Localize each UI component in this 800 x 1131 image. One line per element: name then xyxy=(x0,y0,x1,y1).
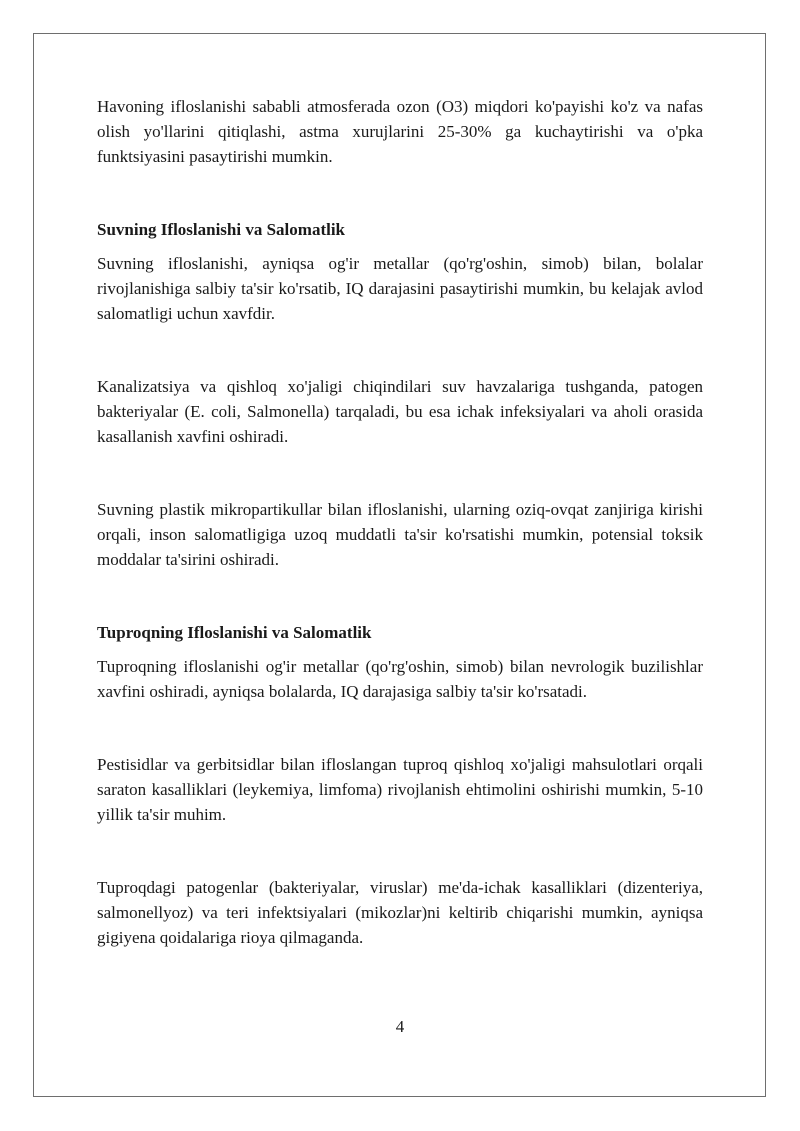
paragraph-soil-pathogens: Tuproqdagi patogenlar (bakteriyalar, viruslar) me'da-ichak kasalliklari (dizenteriya, salmonellyoz) va teri infektsiyalari (mikozlar)ni keltirib chiqarishi mumkin, ayniqsa gigiyena qoidalariga rioya qilmaganda. xyxy=(97,878,703,947)
paragraph-water-microplastics: Suvning plastik mikropartikullar bilan ifloslanishi, ularning oziq-ovqat zanjiriga kirishi orqali, inson salomatligiga uzoq muddatli ta'sir ko'rsatishi mumkin, potensial toksik moddalar ta'sirini oshiradi. xyxy=(97,500,703,569)
paragraph-ozone: Havoning ifloslanishi sababli atmosferada ozon (O3) miqdori ko'payishi ko'z va nafas olish yo'llarini qitiqlashi, astma xurujlarini 25-30% ga kuchaytirishi va o'pka funktsiyasini pasaytirishi mumkin. xyxy=(97,97,703,166)
page-number: 4 xyxy=(395,1017,405,1036)
paragraph-soil-pesticides: Pestisidlar va gerbitsidlar bilan ifloslangan tuproq qishloq xo'jaligi mahsulotlari orqali saraton kasalliklari (leykemiya, limfoma) rivojlanish ehtimolini oshirishi mumkin, 5-10 yillik ta'sir muhim. xyxy=(97,755,703,824)
document-body xyxy=(97,94,703,950)
paragraph-water-bacteria: Kanalizatsiya va qishloq xo'jaligi chiqindilari suv havzalariga tushganda, patogen bakteriyalar (E. coli, Salmonella) tarqaladi, bu esa ichak infeksiyalari va aholi orasida kasallanish xavfini oshiradi. xyxy=(97,377,703,446)
paragraph-water-metals: Suvning ifloslanishi, ayniqsa og'ir metallar (qo'rg'oshin, simob) bilan, bolalar rivojlanishiga salbiy ta'sir ko'rsatib, IQ darajasini pasaytirishi mumkin, bu kelajak avlod salomatligi uchun xavfdir. xyxy=(97,254,703,323)
section-heading-water: Suvning Ifloslanishi va Salomatlik xyxy=(97,220,346,239)
paragraph-soil-metals: Tuproqning ifloslanishi og'ir metallar (qo'rg'oshin, simob) bilan nevrologik buzilishlar xavfini oshiradi, ayniqsa bolalarda, IQ darajasiga salbiy ta'sir ko'rsatadi. xyxy=(97,657,703,701)
section-heading-soil: Tuproqning Ifloslanishi va Salomatlik xyxy=(97,623,372,642)
